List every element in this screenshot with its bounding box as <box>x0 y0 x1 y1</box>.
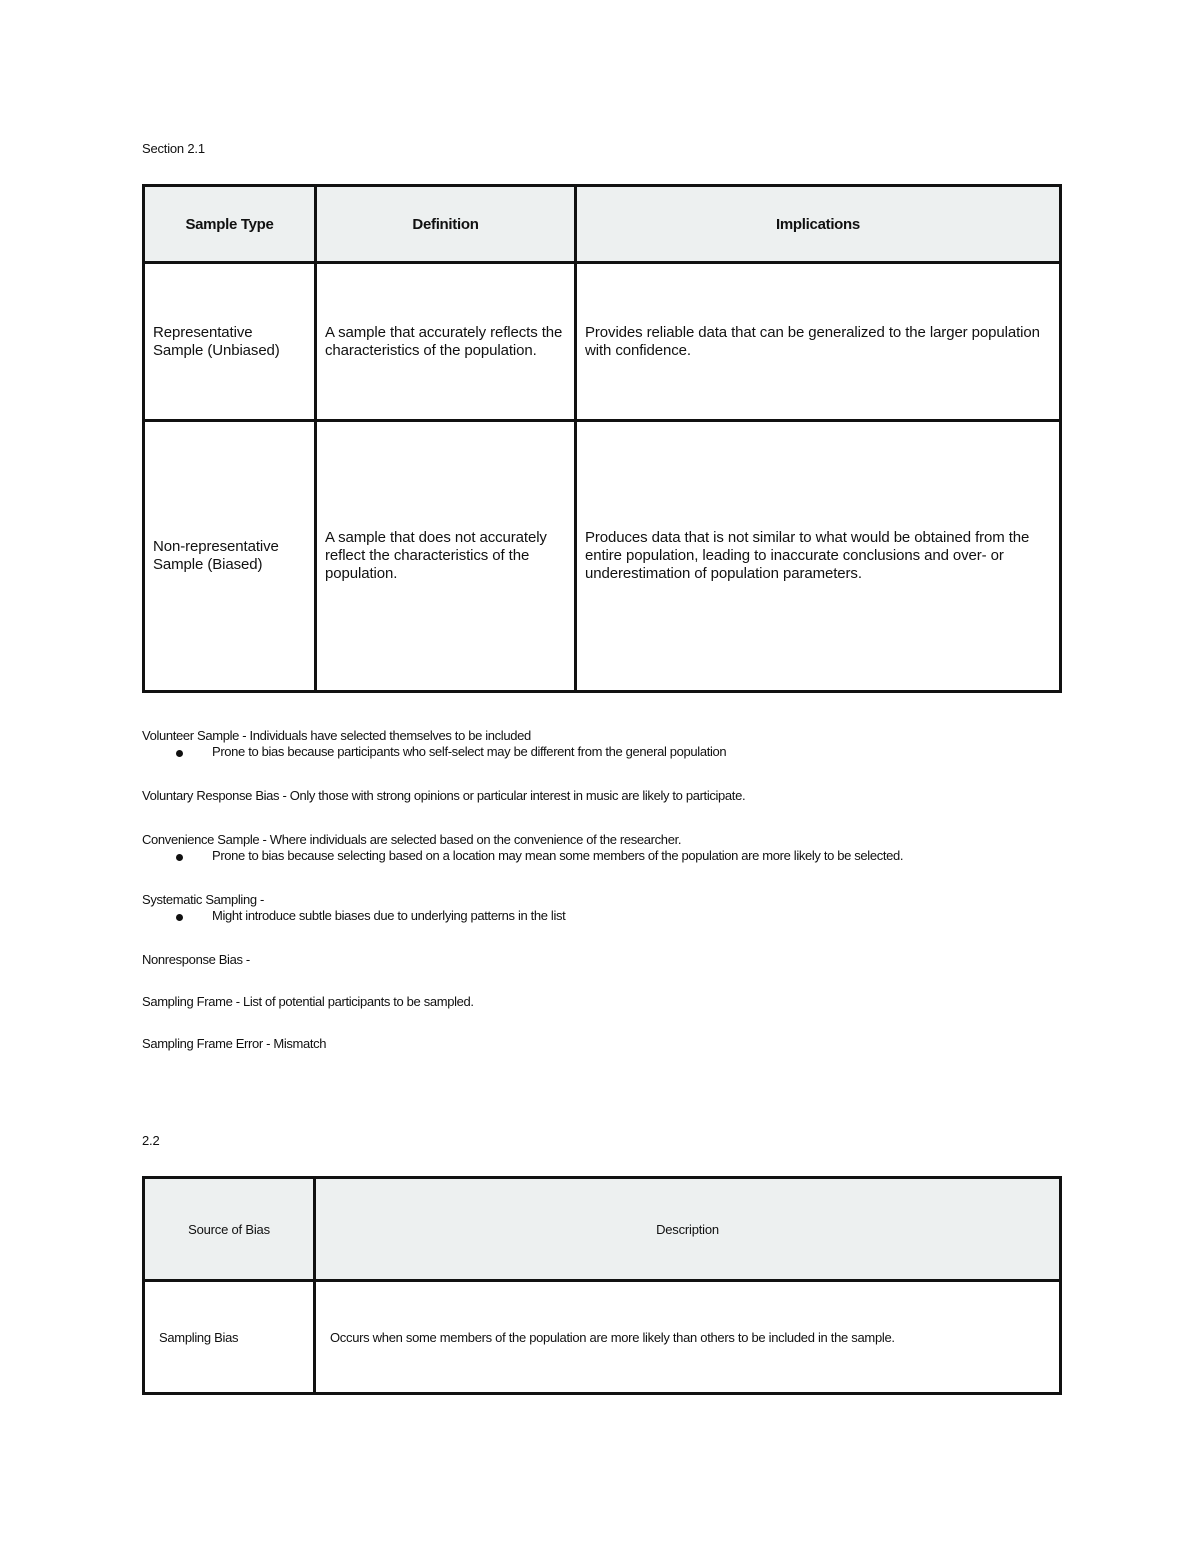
header-sample-type: Sample Type <box>144 186 316 263</box>
list-item <box>142 848 1062 864</box>
header-source-of-bias: Source of Bias <box>144 1178 315 1281</box>
cell-description: Occurs when some members of the population are more likely than others to be included in the sample. <box>315 1281 1061 1394</box>
source-of-bias-table <box>142 1176 1062 1395</box>
bullet-icon <box>176 914 183 921</box>
note-sampling-frame: Sampling Frame - List of potential participants to be sampled. <box>142 994 474 1009</box>
note-systematic-bullet: Might introduce subtle biases due to underlying patterns in the list <box>212 908 566 923</box>
note-volunteer-sample: Volunteer Sample - Individuals have selected themselves to be included <box>142 728 531 743</box>
table-row <box>144 421 1061 692</box>
table-header-row <box>144 186 1061 263</box>
header-definition: Definition <box>316 186 576 263</box>
section-title-2-1: Section 2.1 <box>142 141 205 156</box>
cell-definition: A sample that accurately reflects the characteristics of the population. <box>316 263 576 421</box>
bullet-icon <box>176 854 183 861</box>
note-convenience-sample: Convenience Sample - Where individuals are selected based on the convenience of the researcher. <box>142 832 682 847</box>
cell-sample-type: Non-representative Sample (Biased) <box>144 421 316 692</box>
cell-source: Sampling Bias <box>144 1281 315 1394</box>
header-implications: Implications <box>576 186 1061 263</box>
note-volunteer-bullet: Prone to bias because participants who self-select may be different from the general population <box>212 744 727 759</box>
cell-sample-type: Representative Sample (Unbiased) <box>144 263 316 421</box>
sample-type-table <box>142 184 1062 693</box>
bullet-icon <box>176 750 183 757</box>
cell-definition: A sample that does not accurately reflect the characteristics of the population. <box>316 421 576 692</box>
header-description: Description <box>315 1178 1061 1281</box>
notes-list <box>142 728 1062 1052</box>
note-nonresponse-bias: Nonresponse Bias - <box>142 952 250 967</box>
list-item <box>142 908 1062 924</box>
note-convenience-bullet: Prone to bias because selecting based on a location may mean some members of the population are more likely to be selected. <box>212 848 904 863</box>
note-voluntary-response-bias: Voluntary Response Bias - Only those with strong opinions or particular interest in music are likely to participate. <box>142 788 746 803</box>
cell-implications: Provides reliable data that can be generalized to the larger population with confidence. <box>576 263 1061 421</box>
table-row <box>144 263 1061 421</box>
note-systematic-sampling: Systematic Sampling - <box>142 892 264 907</box>
table-row <box>144 1281 1061 1394</box>
cell-implications: Produces data that is not similar to what would be obtained from the entire population, leading to inaccurate conclusions and over- or underestimation of population parameters. <box>576 421 1061 692</box>
note-sampling-frame-error: Sampling Frame Error - Mismatch <box>142 1036 327 1051</box>
list-item <box>142 744 1062 760</box>
table-header-row <box>144 1178 1061 1281</box>
section-title-2-2: 2.2 <box>142 1133 160 1148</box>
